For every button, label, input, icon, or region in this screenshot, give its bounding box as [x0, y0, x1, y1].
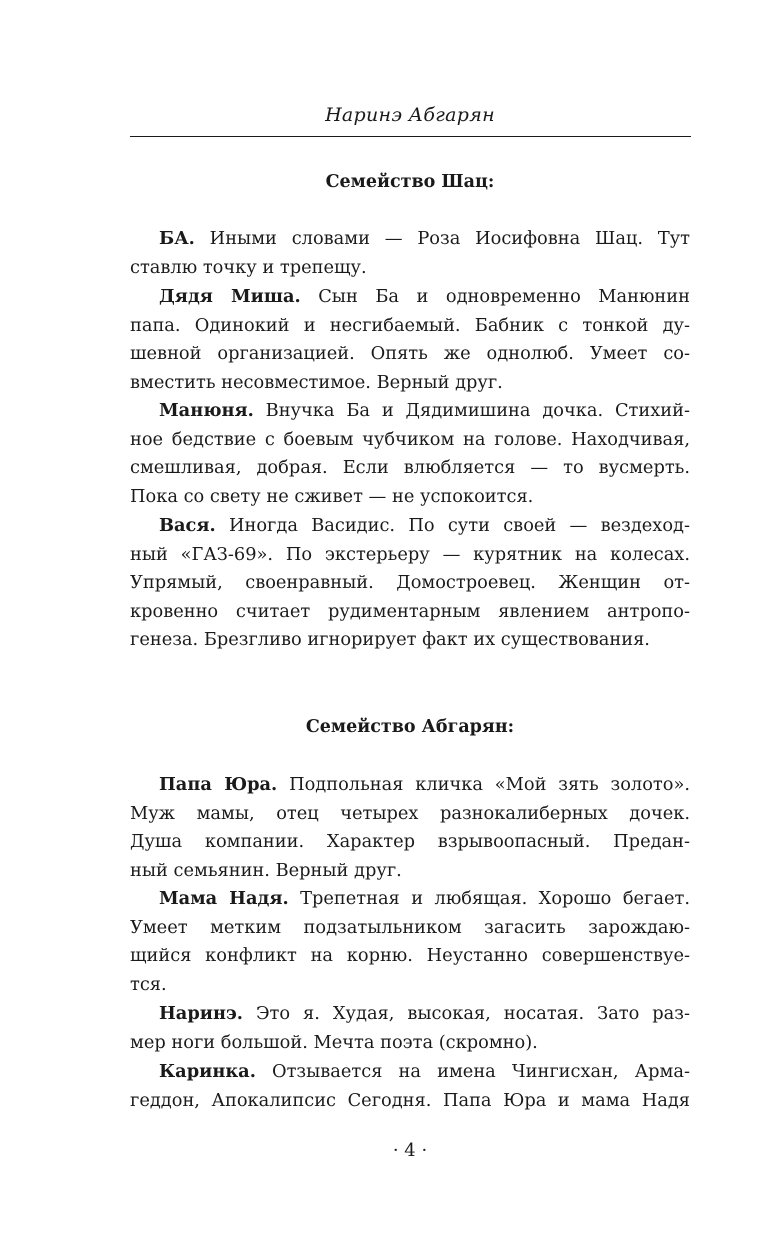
running-head: Наринэ Абгарян [325, 104, 495, 126]
entry-name: Дядя Миша. [159, 286, 301, 307]
text-line: вместить несовместимое. Верный друг. [130, 371, 503, 393]
page-number: · 4 · [392, 1140, 428, 1161]
text-line: тся. [130, 973, 167, 995]
text-line: Пока со свету не сживет — не успокоится. [130, 485, 534, 507]
text-line: Дядя Миша. Сын Ба и одновременно Манюнин [159, 286, 690, 307]
text-line: генеза. Брезгливо игнорирует факт их существования. [130, 629, 650, 651]
text-line: папа. Одинокий и несгибаемый. Бабник с тонкой ду- [130, 314, 690, 336]
text-line: кровенно считает рудиментарным явлением антропо- [130, 600, 690, 622]
entry-name: Каринка. [159, 1061, 256, 1082]
header-rule [130, 136, 691, 137]
text-line: БА. Иными словами — Роза Иосифовна Шац. Тут [159, 228, 690, 249]
text-line: Умеет метким подзатыльником загасить зарождаю- [130, 916, 690, 938]
entry-manyunya [130, 397, 690, 511]
text-line: ставлю точку и трепещу. [130, 256, 367, 278]
text-line: Папа Юра. Подпольная кличка «Мой зять золото». [159, 774, 690, 795]
text-line: ный «ГАЗ-69». По экстерьеру — курятник на колесах. [130, 543, 690, 565]
entry-narine [130, 1000, 690, 1057]
entry-mama-nadya [130, 885, 690, 999]
entry-name: Манюня. [159, 400, 254, 421]
text-line: шевной организацией. Опять же однолюб. Умеет со- [130, 343, 690, 365]
entry-name: Папа Юра. [159, 774, 278, 795]
text-line: Душа компании. Характер взрывоопасный. Предан- [130, 831, 690, 853]
entry-karinka [130, 1058, 690, 1115]
text-line: Каринка. Отзывается на имена Чингисхан, Арма- [159, 1061, 690, 1082]
entry-vasya [130, 512, 690, 655]
text-line: геддон, Апокалипсис Сегодня. Папа Юра и мама Надя [130, 1089, 690, 1111]
text-line: Вася. Иногда Васидис. По сути своей — вездеход- [159, 515, 690, 536]
text-line: смешливая, добрая. Если влюбляется — то вусмерть. [130, 457, 690, 479]
text-line: Манюня. Внучка Ба и Дядимишина дочка. Стихий- [159, 400, 690, 421]
entry-ba [130, 225, 690, 282]
text-line: Мама Надя. Трепетная и любящая. Хорошо бегает. [159, 888, 690, 909]
entry-papa-yura [130, 771, 690, 885]
text-line: мер ноги большой. Мечта поэта (скромно). [130, 1031, 538, 1053]
text-line: Упрямый, своенравный. Домостроевец. Женщин от- [130, 572, 690, 594]
entry-name: Вася. [159, 515, 216, 536]
entry-name: Наринэ. [159, 1003, 243, 1024]
text-line: Наринэ. Это я. Худая, высокая, носатая. Зато раз- [159, 1003, 690, 1024]
text-line: ное бедствие с боевым чубчиком на голове. Находчивая, [130, 428, 690, 450]
text-line: щийся конфликт на корню. Неустанно совершенствуе- [130, 945, 690, 967]
text-line: Муж мамы, отец четырех разнокалиберных дочек. [130, 802, 690, 824]
text-line: ный семьянин. Верный друг. [130, 859, 402, 881]
section-title-abgaryan: Семейство Абгарян: [305, 717, 515, 737]
entry-dyadya-misha [130, 283, 690, 397]
entry-name: Мама Надя. [159, 888, 289, 909]
section-title-shatz: Семейство Шац: [325, 172, 495, 192]
entry-name: БА. [159, 228, 195, 249]
